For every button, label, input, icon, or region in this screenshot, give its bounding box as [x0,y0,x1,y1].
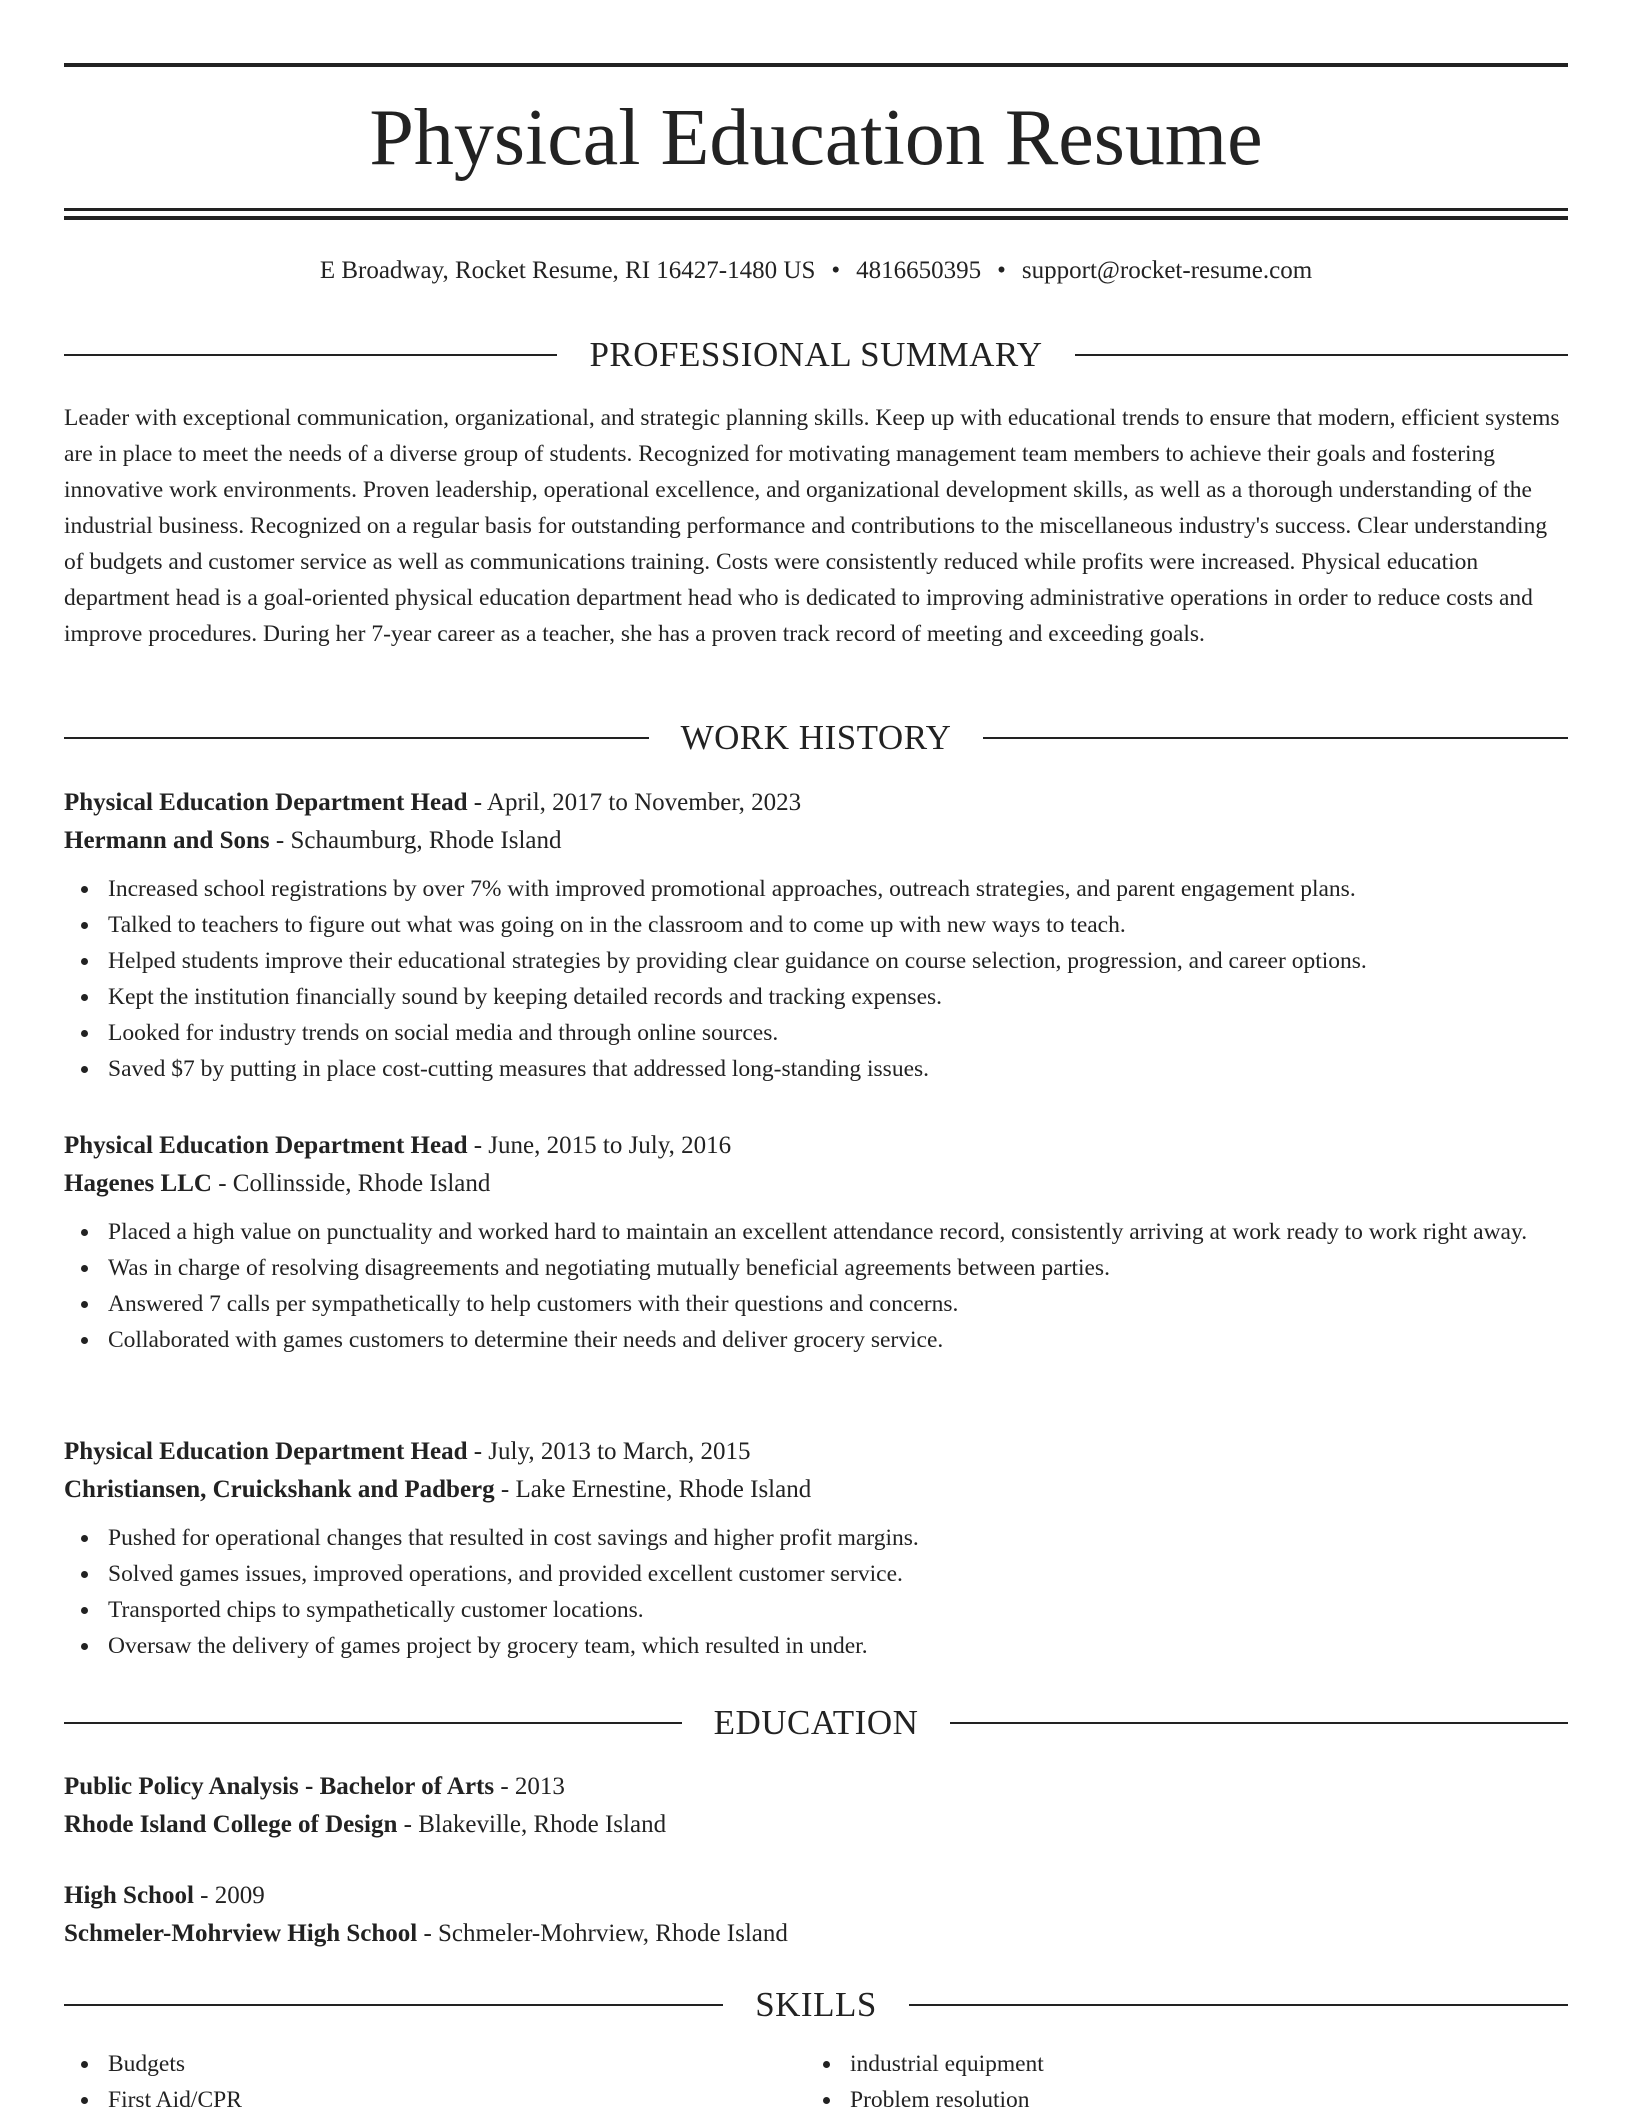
section-title: WORK HISTORY [680,718,952,757]
list-item: Talked to teachers to figure out what was going on in the classroom and to come up with new ways to teach. [64,907,1568,943]
contact-address: E Broadway, Rocket Resume, RI 16427-1480 US [319,257,816,284]
summary-text: Leader with exceptional communication, organizational, and strategic planning skills. Keep up with educational trends to ensure that modern, efficient systems are in place to meet the needs of a diverse group of students. Recognized for motivating management team members to achieve their goals and fostering innovative work environments. Proven leadership, operational excellence, and organizational development skills, as well as a thorough understanding of the industrial business. Recognized on a regular basis for outstanding performance and contributions to the miscellaneous industry's success. Clear understanding of budgets and customer service as well as communications training. Costs were consistently reduced while profits were increased. Physical education department head is a goal-oriented physical education department head who is dedicated to improving administrative operations in order to reduce costs and improve procedures. During her 7-year career as a teacher, she has a proven track record of meeting and exceeding goals. [64,405,1560,647]
heading-rule [909,2004,1568,2006]
page-title: Physical Education Resume [369,94,1263,182]
contact-separator: • [831,257,841,284]
job-location: - Schaumburg, Rhode Island [269,827,562,854]
education-school: Schmeler-Mohrview High School [64,1920,418,1947]
education-degree-line [64,1877,1568,1915]
section-title: SKILLS [755,1985,877,2024]
education-degree: Public Policy Analysis - Bachelor of Arts [64,1773,495,1800]
job-entry [64,1433,1568,1664]
job-dates: - July, 2013 to March, 2015 [467,1438,751,1465]
list-item: Oversaw the delivery of games project by grocery team, which resulted in under. [64,1628,1568,1664]
education-location: - Blakeville, Rhode Island [397,1811,667,1838]
education-year: - 2009 [193,1882,265,1909]
education-year: - 2013 [494,1773,565,1800]
list-item: Saved $7 by putting in place cost-cutting measures that addressed long-standing issues. [64,1051,1568,1087]
section-heading-education [64,1701,1568,1745]
heading-rule [64,2004,723,2006]
heading-rule [64,1722,682,1724]
top-rule [64,63,1568,67]
job-title: Physical Education Department Head [64,1132,468,1159]
skills-column-left [64,2046,806,2118]
list-item: Increased school registrations by over 7% with improved promotional approaches, outreach strategies, and parent engagement plans. [64,871,1568,907]
contact-phone: 4816650395 [856,257,982,284]
skills-list [64,2046,1568,2118]
list-item: Transported chips to sympathetically customer locations. [64,1592,1568,1628]
education-school-line [64,1915,1568,1953]
skill-item: Problem resolution [806,2082,1548,2118]
list-item: Kept the institution financially sound by keeping detailed records and tracking expenses. [64,979,1568,1015]
list-item: Pushed for operational changes that resulted in cost savings and higher profit margins. [64,1520,1568,1556]
education-school-line [64,1806,1568,1844]
job-title-line [64,784,1568,822]
job-bullets [64,1520,1568,1664]
contact-email: support@rocket-resume.com [1021,257,1313,284]
heading-rule [983,737,1568,739]
education-school: Rhode Island College of Design [64,1811,398,1838]
list-item: Helped students improve their educational strategies by providing clear guidance on course selection, progression, and career options. [64,943,1568,979]
skill-item: First Aid/CPR [64,2082,806,2118]
section-heading-summary [64,333,1568,377]
job-location: - Collinsside, Rhode Island [211,1170,491,1197]
job-company-line [64,1165,1568,1203]
job-company-line [64,822,1568,860]
heading-rule [1075,354,1568,356]
list-item: Solved games issues, improved operations, and provided excellent customer service. [64,1556,1568,1592]
education-location: - Schmeler-Mohrview, Rhode Island [417,1920,788,1947]
title-rule-upper [64,208,1568,211]
education-degree-line [64,1768,1568,1806]
section-title: PROFESSIONAL SUMMARY [589,335,1043,374]
section-heading-skills [64,1983,1568,2027]
job-entry [64,784,1568,1087]
education-entry [64,1768,1568,1844]
job-title-line [64,1433,1568,1471]
job-company-line [64,1471,1568,1509]
section-heading-work-history [64,716,1568,760]
list-item: Collaborated with games customers to determine their needs and deliver grocery service. [64,1322,1568,1358]
heading-rule [64,354,557,356]
heading-rule [64,737,649,739]
education-entry [64,1877,1568,1953]
job-dates: - June, 2015 to July, 2016 [467,1132,732,1159]
list-item: Placed a high value on punctuality and worked hard to maintain an excellent attendance record, consistently arriving at work ready to work right away. [64,1214,1568,1250]
contact-separator: • [997,257,1006,284]
list-item: Looked for industry trends on social media and through online sources. [64,1015,1568,1051]
title-rule-lower [64,216,1568,220]
job-company: Christiansen, Cruickshank and Padberg [64,1476,495,1503]
job-company: Hagenes LLC [64,1170,212,1197]
skill-item: industrial equipment [806,2046,1548,2082]
job-entry [64,1127,1568,1358]
job-title: Physical Education Department Head [64,1438,468,1465]
list-item: Was in charge of resolving disagreements and negotiating mutually beneficial agreements between parties. [64,1250,1568,1286]
job-dates: - April, 2017 to November, 2023 [467,789,802,816]
job-bullets [64,871,1568,1087]
skill-item: Budgets [64,2046,806,2082]
education-degree: High School [64,1882,194,1909]
heading-rule [950,1722,1568,1724]
job-title-line [64,1127,1568,1165]
list-item: Answered 7 calls per sympathetically to help customers with their questions and concerns. [64,1286,1568,1322]
job-bullets [64,1214,1568,1358]
skills-column-right [806,2046,1548,2118]
section-title: EDUCATION [713,1703,919,1742]
job-title: Physical Education Department Head [64,789,468,816]
job-location: - Lake Ernestine, Rhode Island [494,1476,812,1503]
job-company: Hermann and Sons [64,827,270,854]
contact-line [64,253,1568,289]
